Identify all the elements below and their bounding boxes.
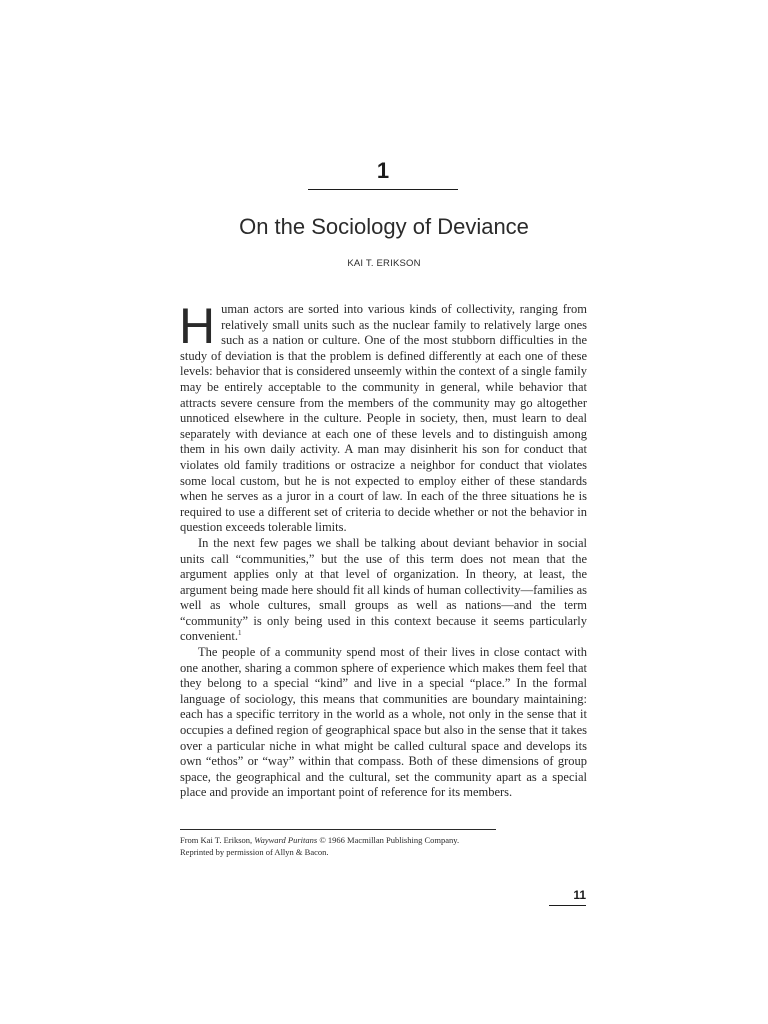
paragraph-1-text: uman actors are sorted into various kinds of collectivity, ranging from relatively small units such as the nuclear family to relatively large ones such as a nation or culture. One of the most stubborn difficulties in the study of deviation is that the problem is defined differently at each one of these levels: behavior that is considered unseemly within the context of a single family may be entirely acceptable to the community in general, while behavior that attracts severe censure from the members of the community may go altogether unnoticed elsewhere in the culture. People in society, then, must learn to deal separately with deviance at each one of these levels and to distinguish among them in his own daily activity. A man may disinherit his son for conduct that violates old family traditions or ostracize a neighbor for conduct that violates some local custom, but he is not expected to employ either of these standards when he serves as a juror in a court of law. In each of the three situations he is required to use a different set of criteria to decide whether or not the behavior in question exceeds tolerable limits. <box>180 302 587 535</box>
chapter-number: 1 <box>376 158 390 183</box>
paragraph-2-text: In the next few pages we shall be talking about deviant behavior in social units call “communities,” but the use of this term does not mean that the argument applies only at that level of organization. In theory, at least, the argument being made here should fit all kinds of human collectivity—families as well as whole cultures, small groups as well as nations—and the term “community” is only being used in this context because it seems particularly convenient. <box>180 535 587 644</box>
footnote-line-1 <box>180 834 580 846</box>
paragraph-2 <box>180 536 587 645</box>
body-text <box>179 298 587 801</box>
page-number-rule <box>549 905 586 906</box>
author-name: KAI T. ERIKSON <box>347 258 421 269</box>
page-number: 11 <box>573 888 586 902</box>
footnote-marker: 1 <box>237 629 242 638</box>
chapter-title: On the Sociology of Deviance <box>239 214 529 239</box>
footnote-prefix: From Kai T. Erikson, <box>180 835 255 845</box>
footnote-suffix: © 1966 Macmillan Publishing Company. <box>317 835 460 845</box>
footnote-line-2: Reprinted by permission of Allyn & Bacon. <box>180 847 329 857</box>
footnote <box>180 834 580 858</box>
paragraph-3-text: The people of a community spend most of their lives in close contact with one another, sharing a common sphere of experience which makes them feel that they belong to a special “kind” and live in a special “place.” In the formal language of sociology, this means that communities are boundary maintaining: each has a specific territory in the world as a whole, not only in the sense that it occupies a defined region of geographical space but also in the sense that it takes over a particular niche in what might be called cultural space and develops its own “ethos” or “way” within that compass. Both of these dimensions of group space, the geographical and the cultural, set the community apart as a special place and provide an important point of reference for its members. <box>180 645 587 800</box>
paragraph-3 <box>180 645 587 801</box>
drop-cap: H <box>179 298 216 354</box>
footnote-book-title: Wayward Puritans <box>254 835 318 845</box>
paragraph-1 <box>179 298 587 536</box>
footnote-rule <box>180 829 496 830</box>
chapter-rule <box>308 189 458 190</box>
